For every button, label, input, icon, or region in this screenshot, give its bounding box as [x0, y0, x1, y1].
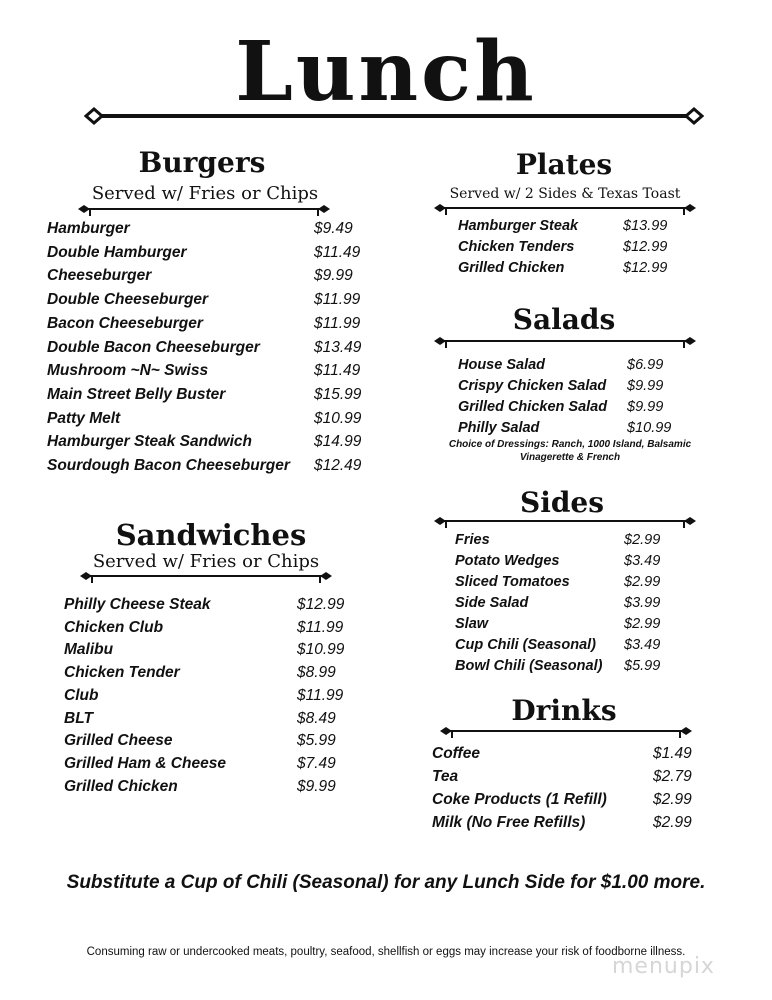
page-title: Lunch	[235, 24, 537, 120]
sandwiches-item-price: $12.99	[297, 596, 345, 613]
burgers-item-name: Patty Melt	[47, 409, 121, 427]
drinks-item-price: $1.49	[653, 745, 692, 762]
burgers-item-price: $9.49	[314, 220, 353, 237]
plates-item-name: Hamburger Steak	[458, 218, 579, 234]
drinks-item-price: $2.99	[653, 814, 692, 831]
sandwiches-item-name: BLT	[64, 709, 93, 727]
sides-item-name: Fries	[455, 532, 490, 548]
drinks-item-name: Coffee	[432, 745, 480, 762]
salads-divider	[434, 334, 696, 350]
drinks-item-name: Milk (No Free Refills)	[432, 814, 586, 831]
burgers-item-price: $9.99	[314, 267, 353, 285]
plates-item-price: $12.99	[623, 260, 668, 276]
sandwiches-item-price: $10.99	[297, 641, 345, 659]
plates-heading: Plates	[515, 148, 613, 181]
plates-subtitle: Served w/ 2 Sides & Texas Toast	[449, 186, 681, 202]
chili-substitution-banner: Substitute a Cup of Chili (Seasonal) for any Lunch Side for $1.00 more.	[66, 872, 706, 893]
sides-item-name: Side Salad	[455, 595, 529, 611]
sides-item-price: $2.99	[624, 616, 661, 632]
burgers-item-name: Bacon Cheeseburger	[47, 314, 203, 332]
burgers-item-name: Sourdough Bacon Cheeseburger	[47, 457, 290, 474]
burgers-heading: Burgers	[138, 146, 266, 179]
salads-item-name: Grilled Chicken Salad	[458, 399, 608, 415]
drinks-item-name: Coke Products (1 Refill)	[432, 791, 607, 808]
sandwiches-divider	[80, 569, 332, 585]
salads-heading: Salads	[512, 303, 616, 336]
burgers-item-price: $15.99	[314, 385, 362, 403]
sandwiches-item-price: $9.99	[297, 777, 336, 795]
sandwiches-item-name: Grilled Chicken	[64, 777, 178, 795]
salads-item-price: $9.99	[627, 378, 664, 394]
sides-item-price: $3.99	[624, 595, 661, 611]
burgers-item-name: Main Street Belly Buster	[47, 385, 226, 403]
dressings-note: Choice of Dressings: Ranch, 1000 Island, Balsamic Vinagerette & French	[448, 439, 692, 463]
sides-item-name: Bowl Chili (Seasonal)	[455, 658, 603, 674]
foodborne-illness-disclaimer: Consuming raw or undercooked meats, poultry, seafood, shellfish or eggs may increase your risk of foodborne illness.	[86, 946, 686, 958]
sides-item-price: $5.99	[624, 658, 661, 674]
sandwiches-item-name: Grilled Ham & Cheese	[64, 754, 226, 772]
sandwiches-item-price: $7.49	[297, 754, 336, 772]
sides-item-price: $2.99	[624, 532, 661, 548]
burgers-item-name: Mushroom ~N~ Swiss	[47, 362, 209, 380]
drinks-heading: Drinks	[511, 694, 617, 727]
sandwiches-item-price: $5.99	[297, 732, 336, 750]
sandwiches-item-name: Club	[64, 686, 99, 704]
salads-item-price: $10.99	[627, 420, 672, 436]
drinks-item-price: $2.79	[653, 768, 692, 785]
sandwiches-item-price: $11.99	[297, 686, 344, 704]
burgers-item-name: Hamburger	[47, 220, 130, 237]
burgers-divider	[78, 202, 330, 218]
burgers-item-price: $11.49	[314, 362, 361, 380]
burgers-item-price: $14.99	[314, 433, 362, 451]
sides-item-name: Slaw	[455, 616, 489, 632]
salads-item-name: Crispy Chicken Salad	[458, 378, 607, 394]
drinks-divider	[440, 724, 692, 740]
sandwiches-item-price: $11.99	[297, 618, 344, 636]
plates-item-name: Grilled Chicken	[458, 260, 565, 276]
burgers-item-price: $11.99	[314, 314, 361, 332]
burgers-item-price: $12.49	[314, 457, 362, 474]
salads-item-price: $6.99	[627, 357, 664, 373]
burgers-item-name: Hamburger Steak Sandwich	[47, 433, 253, 451]
sandwiches-item-name: Grilled Cheese	[64, 732, 173, 750]
menupix-watermark: menupix	[612, 954, 715, 979]
salads-item-name: House Salad	[458, 357, 546, 373]
burgers-item-name: Cheeseburger	[47, 267, 152, 285]
sandwiches-item-name: Chicken Club	[64, 618, 164, 636]
sides-item-price: $3.49	[624, 637, 661, 653]
salads-item-name: Philly Salad	[458, 420, 540, 436]
burgers-item-name: Double Hamburger	[47, 243, 187, 261]
sides-item-price: $3.49	[624, 553, 661, 569]
sandwiches-item-name: Malibu	[64, 641, 114, 659]
sides-item-name: Potato Wedges	[455, 553, 560, 569]
sides-divider	[434, 514, 696, 530]
burgers-item-name: Double Cheeseburger	[47, 291, 209, 309]
burgers-item-name: Double Bacon Cheeseburger	[47, 338, 260, 356]
drinks-item-price: $2.99	[653, 791, 692, 808]
sides-item-name: Cup Chili (Seasonal)	[455, 637, 596, 653]
burgers-item-price: $11.49	[314, 243, 361, 261]
plates-item-name: Chicken Tenders	[458, 239, 575, 255]
sandwiches-item-name: Chicken Tender	[64, 664, 180, 682]
sandwiches-item-name: Philly Cheese Steak	[64, 596, 211, 613]
drinks-item-name: Tea	[432, 768, 459, 785]
burgers-item-price: $13.49	[314, 338, 362, 356]
salads-item-price: $9.99	[627, 399, 664, 415]
plates-item-price: $13.99	[623, 218, 668, 234]
sides-item-price: $2.99	[624, 574, 661, 590]
burgers-subtitle: Served w/ Fries or Chips	[91, 183, 319, 204]
plates-divider	[434, 201, 696, 217]
sides-heading: Sides	[519, 486, 604, 519]
plates-item-price: $12.99	[623, 239, 668, 255]
sandwiches-item-price: $8.49	[297, 709, 336, 727]
burgers-item-price: $10.99	[314, 409, 362, 427]
sides-item-name: Sliced Tomatoes	[455, 574, 570, 590]
sandwiches-subtitle: Served w/ Fries or Chips	[92, 551, 320, 572]
burgers-item-price: $11.99	[314, 291, 361, 309]
sandwiches-item-price: $8.99	[297, 664, 336, 682]
sandwiches-heading: Sandwiches	[115, 518, 307, 552]
title-divider	[84, 105, 704, 127]
